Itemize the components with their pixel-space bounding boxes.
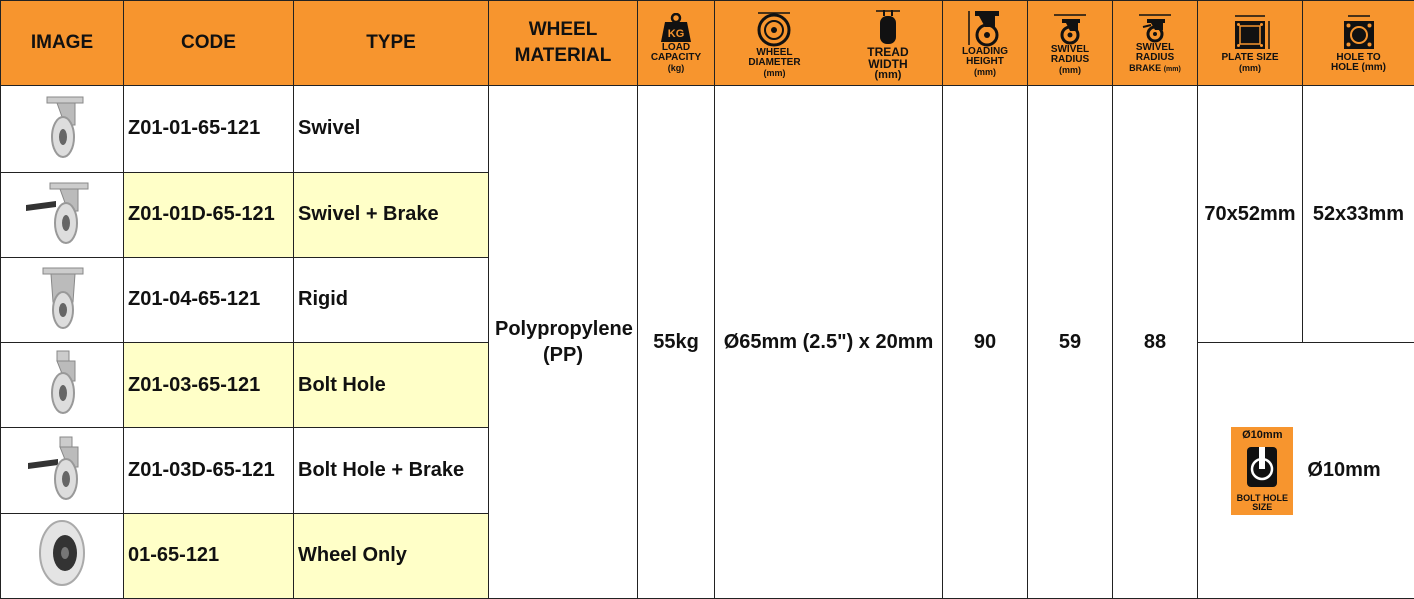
product-image-cell	[1, 86, 124, 172]
load-capacity-cell: 55kg	[638, 86, 715, 599]
code-cell: 01-65-121	[124, 513, 294, 598]
header-swivel-radius-brake: SWIVEL RADIUS BRAKE (mm)	[1113, 1, 1198, 86]
type-cell: Bolt Hole	[294, 343, 489, 428]
code-cell: Z01-03D-65-121	[124, 428, 294, 513]
plate-size-cell: 70x52mm	[1198, 86, 1303, 343]
loading-height-icon	[965, 9, 1005, 47]
swivel-radius-cell: 59	[1028, 86, 1113, 599]
product-image-cell	[1, 257, 124, 342]
type-cell: Wheel Only	[294, 513, 489, 598]
bolt-hole-brake-caster-icon	[22, 433, 102, 503]
header-image: IMAGE	[1, 1, 124, 86]
code-cell: Z01-03-65-121	[124, 343, 294, 428]
header-code: CODE	[124, 1, 294, 86]
weight-icon	[659, 13, 693, 43]
swivel-radius-brake-icon	[1135, 11, 1175, 43]
product-image-cell	[1, 172, 124, 257]
swivel-caster-icon	[27, 91, 97, 161]
header-type: TYPE	[294, 1, 489, 86]
hole-to-hole-cell: 52x33mm	[1303, 86, 1414, 343]
wheel-diameter-icon	[754, 8, 794, 48]
header-plate-size: PLATE SIZE (mm)	[1198, 1, 1303, 86]
code-cell: Z01-01D-65-121	[124, 172, 294, 257]
header-wheel-material: WHEEL MATERIAL	[489, 1, 638, 86]
swivel-radius-icon	[1050, 11, 1090, 45]
product-image-cell	[1, 513, 124, 598]
swivel-radius-brake-cell: 88	[1113, 86, 1198, 599]
type-cell: Bolt Hole + Brake	[294, 428, 489, 513]
wheel-size-cell: Ø65mm (2.5") x 20mm	[715, 86, 943, 599]
header-wheel-diameter-tread-width: WHEEL DIAMETER (mm) TREAD WIDTH (mm)	[715, 1, 943, 86]
bolt-hole-size-badge: Ø10mm BOLT HOLE SIZE	[1231, 427, 1293, 515]
header-loading-height: LOADING HEIGHT (mm)	[943, 1, 1028, 86]
bolt-hole-size-cell	[1198, 343, 1414, 599]
plate-size-icon	[1229, 13, 1271, 53]
header-swivel-radius: SWIVEL RADIUS (mm)	[1028, 1, 1113, 86]
code-cell: Z01-04-65-121	[124, 257, 294, 342]
product-image-cell	[1, 428, 124, 513]
wheel-only-icon	[27, 517, 97, 589]
code-cell: Z01-01-65-121	[124, 86, 294, 172]
header-load-capacity: KG LOAD CAPACITY (kg)	[638, 1, 715, 86]
loading-height-cell: 90	[943, 86, 1028, 599]
hole-to-hole-icon	[1338, 13, 1380, 53]
bolt-hole-size-value: Ø10mm	[1307, 459, 1381, 482]
bolt-hole-icon	[1244, 445, 1280, 489]
wheel-material-cell: Polypropylene (PP)	[489, 86, 638, 599]
header-hole-to-hole: HOLE TO HOLE (mm)	[1303, 1, 1414, 86]
table-row	[1, 86, 1414, 172]
bolt-hole-caster-icon	[27, 347, 97, 417]
type-cell: Rigid	[294, 257, 489, 342]
type-cell: Swivel	[294, 86, 489, 172]
type-cell: Swivel + Brake	[294, 172, 489, 257]
rigid-caster-icon	[27, 262, 97, 332]
swivel-brake-caster-icon	[22, 177, 102, 247]
kg-badge-text: KG	[667, 28, 685, 41]
header-row	[1, 1, 1414, 86]
tread-width-icon	[868, 6, 908, 46]
product-image-cell	[1, 343, 124, 428]
